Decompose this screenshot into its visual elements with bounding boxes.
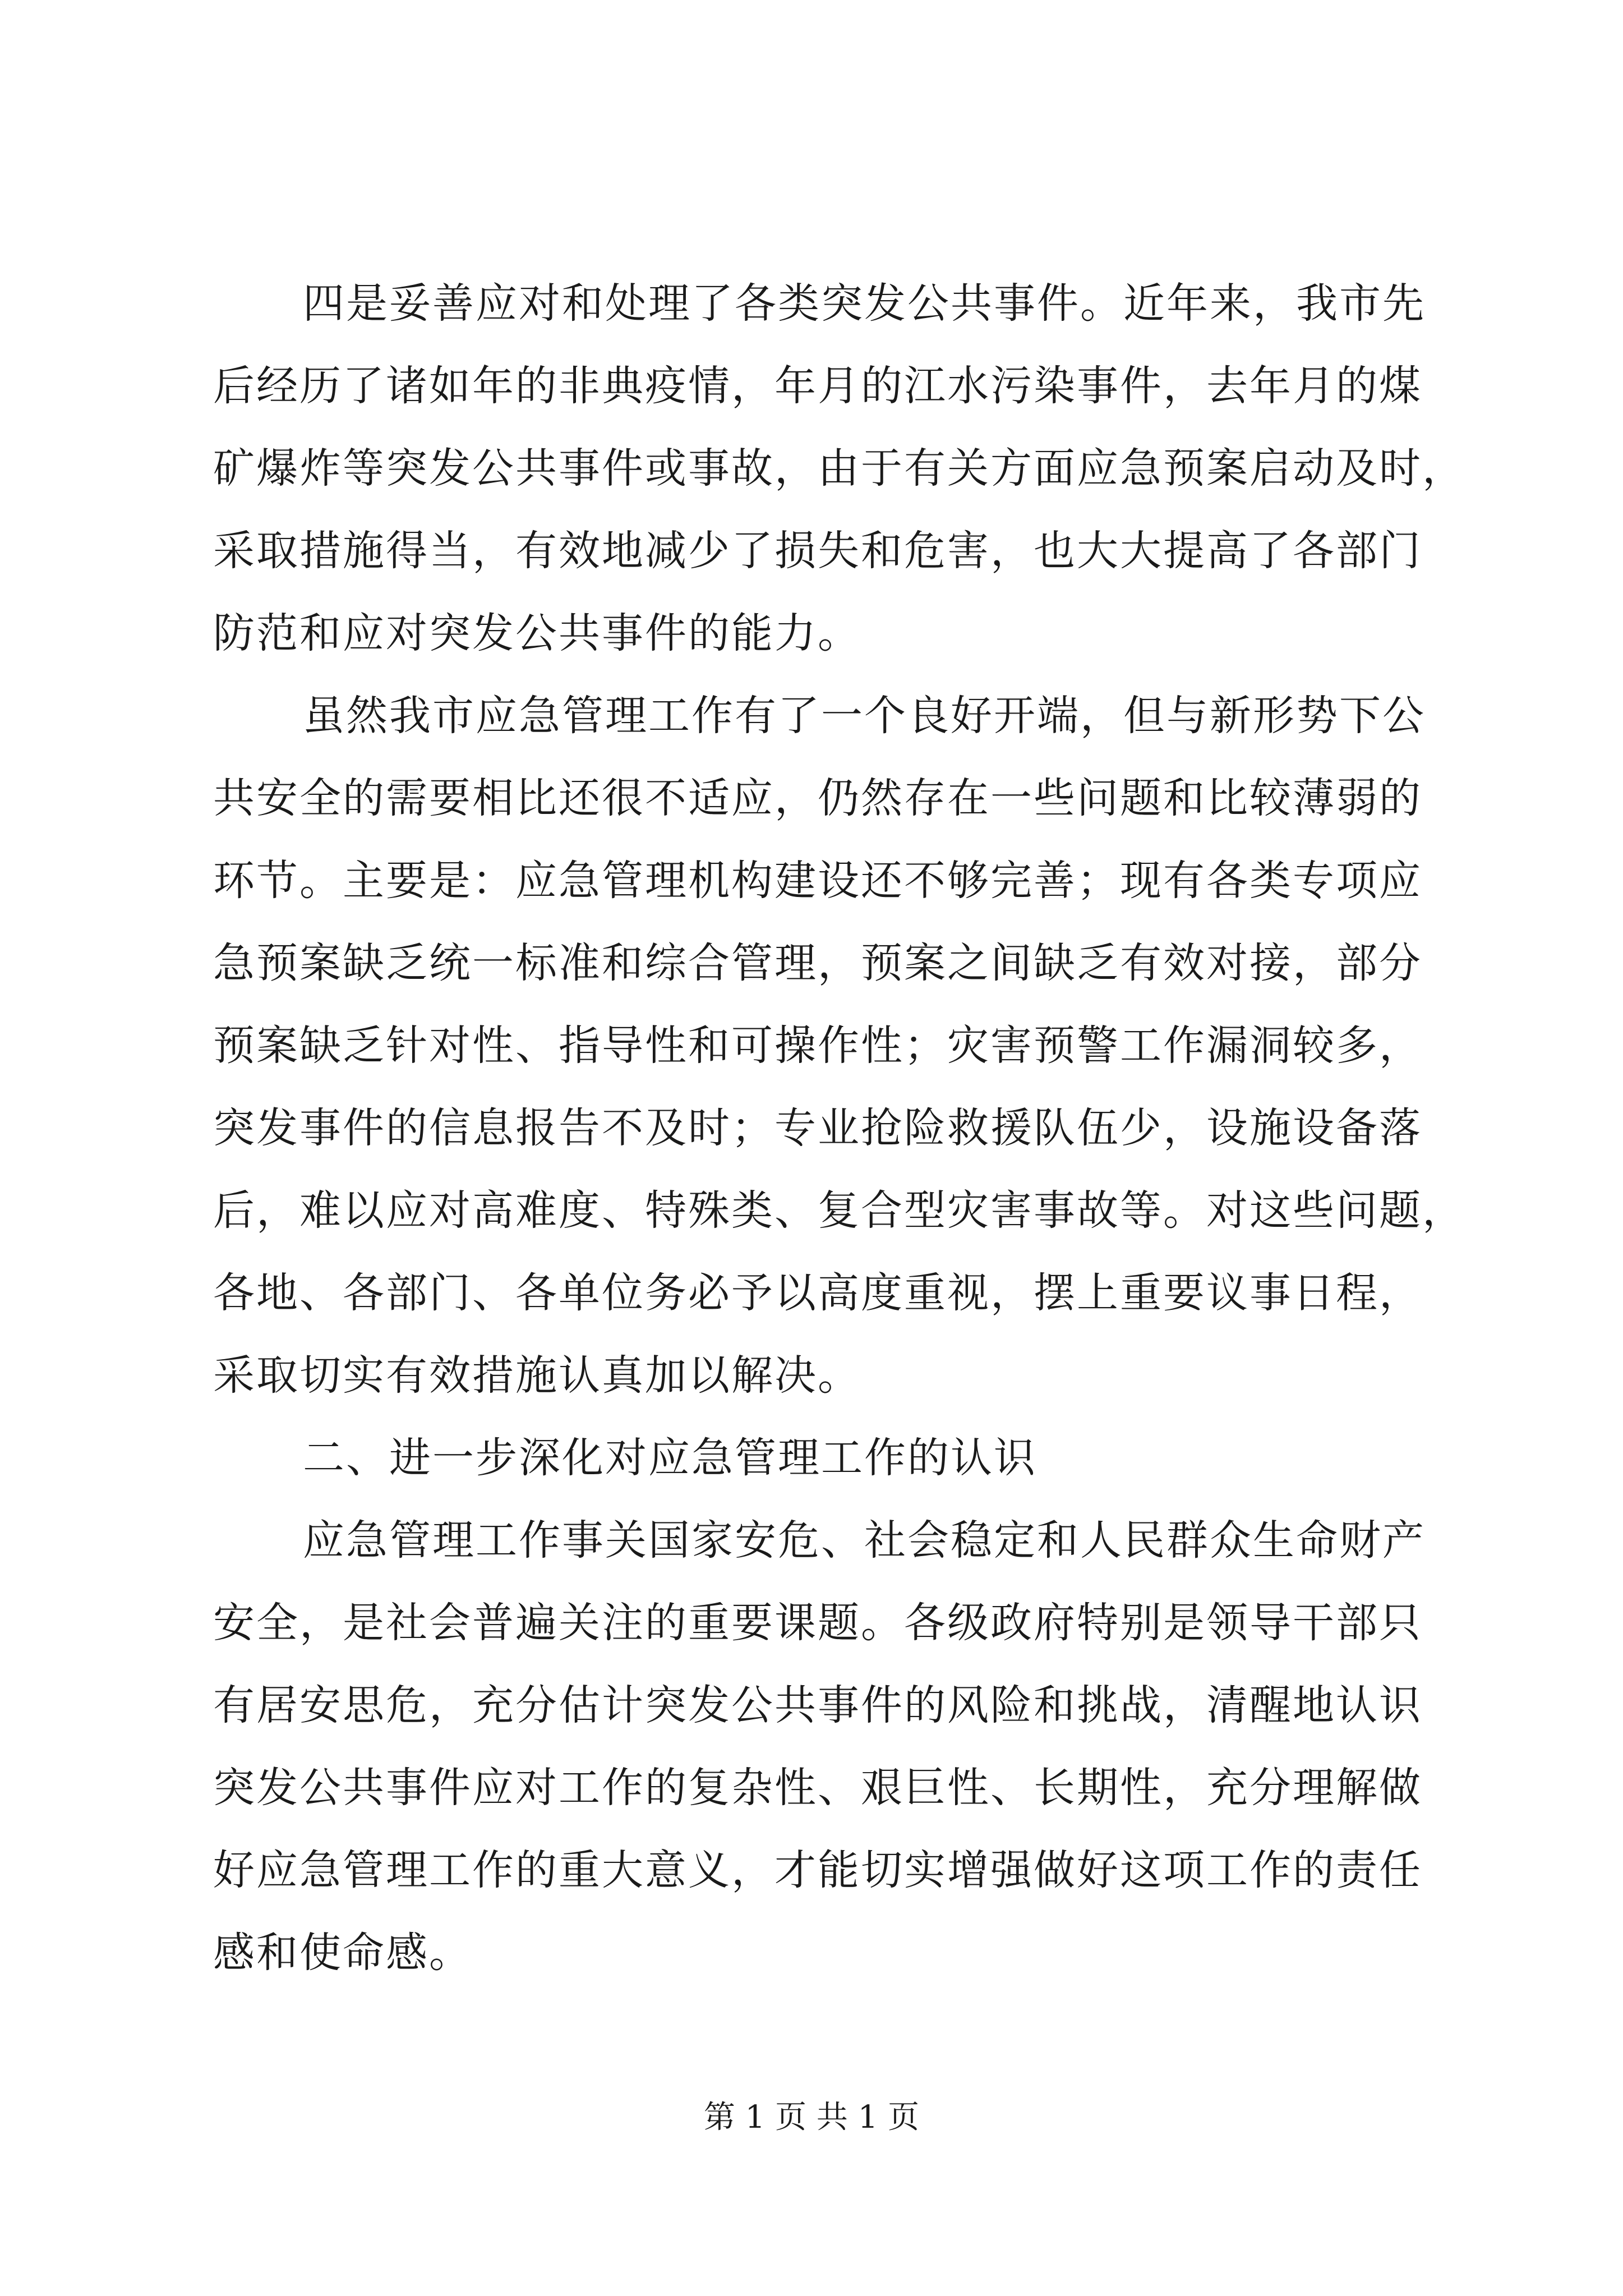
paragraph-line: 后，难以应对高难度、特殊类、复合型灾害事故等。对这些问题， [213, 1186, 1465, 1235]
document-body [213, 263, 1465, 1994]
paragraph-line: 有居安思危，充分估计突发公共事件的风险和挑战，清醒地认识 [213, 1681, 1422, 1729]
paragraph-line: 四是妥善应对和处理了各类突发公共事件。近年来，我市先 [303, 279, 1426, 328]
paragraph-line: 采取切实有效措施认真加以解决。 [213, 1351, 861, 1400]
section-heading: 二、进一步深化对应急管理工作的认识 [303, 1434, 1037, 1482]
paragraph-line: 采取措施得当，有效地减少了损失和危害，也大大提高了各部门 [213, 527, 1422, 575]
paragraph-line: 感和使命感。 [213, 1929, 472, 1977]
page-number-footer: 第 1 页 共 1 页 [703, 2099, 920, 2136]
paragraph-line: 环节。主要是：应急管理机构建设还不够完善；现有各类专项应 [213, 857, 1422, 905]
paragraph-line: 各地、各部门、各单位务必予以高度重视，摆上重要议事日程， [213, 1269, 1422, 1317]
paragraph-line: 应急管理工作事关国家安危、社会稳定和人民群众生命财产 [303, 1516, 1426, 1565]
paragraph-line: 安全，是社会普遍关注的重要课题。各级政府特别是领导干部只 [213, 1599, 1422, 1647]
paragraph-line: 矿爆炸等突发公共事件或事故，由于有关方面应急预案启动及时， [213, 444, 1465, 493]
paragraph-line: 共安全的需要相比还很不适应，仍然存在一些问题和比较薄弱的 [213, 774, 1422, 822]
paragraph-line: 突发公共事件应对工作的复杂性、艰巨性、长期性，充分理解做 [213, 1764, 1422, 1812]
paragraph-line: 虽然我市应急管理工作有了一个良好开端，但与新形势下公 [303, 692, 1426, 740]
paragraph-line: 后经历了诸如年的非典疫情，年月的江水污染事件，去年月的煤 [213, 362, 1422, 410]
paragraph-line: 好应急管理工作的重大意义，才能切实增强做好这项工作的责任 [213, 1846, 1422, 1894]
paragraph-line: 预案缺乏针对性、指导性和可操作性；灾害预警工作漏洞较多， [213, 1022, 1422, 1070]
paragraph-line: 急预案缺乏统一标准和综合管理，预案之间缺乏有效对接，部分 [213, 939, 1422, 987]
paragraph-line: 突发事件的信息报告不及时；专业抢险救援队伍少，设施设备落 [213, 1104, 1422, 1152]
paragraph-line: 防范和应对突发公共事件的能力。 [213, 609, 861, 657]
